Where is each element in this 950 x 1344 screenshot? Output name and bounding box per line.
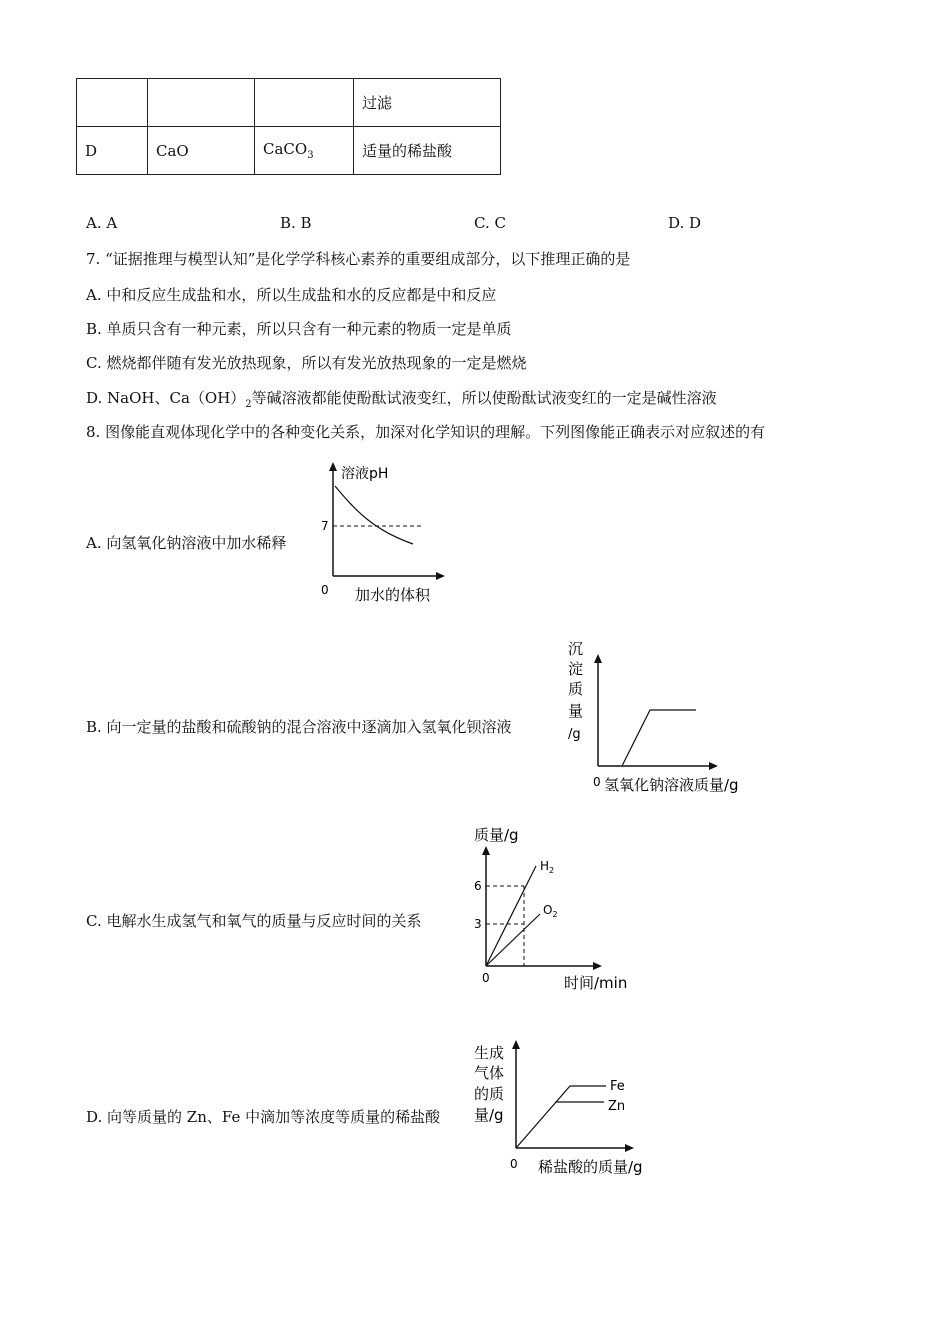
fe-label: Fe	[610, 1079, 625, 1094]
table-cell	[148, 79, 255, 127]
table-cell	[255, 127, 354, 175]
question-7-option-a: A. 中和反应生成盐和水，所以生成盐和水的反应都是中和反应	[86, 286, 497, 304]
y-axis-arrow	[329, 462, 337, 471]
reagent-table	[76, 78, 501, 175]
question-7-stem: 7. “证据推理与模型认知”是化学学科核心素养的重要组成部分，以下推理正确的是	[86, 250, 631, 268]
question-8-option-c: C. 电解水生成氢气和氧气的质量与反应时间的关系	[86, 912, 422, 930]
y-axis-label-2: 气体	[474, 1064, 505, 1082]
question-8-option-a: A. 向氢氧化钠溶液中加水稀释	[86, 534, 287, 552]
question-7-option-b: B. 单质只含有一种元素，所以只含有一种元素的物质一定是单质	[86, 320, 512, 338]
origin-label: 0	[321, 583, 329, 597]
y-axis-label-3: 质	[568, 680, 584, 698]
x-axis-label: 稀盐酸的质量/g	[538, 1158, 643, 1176]
o2-label: $O_2$	[543, 903, 558, 919]
fe-line	[516, 1086, 606, 1148]
ph-curve	[335, 486, 413, 544]
origin-label: 0	[482, 971, 490, 985]
graph-c	[466, 822, 646, 994]
x-axis-arrow	[436, 572, 445, 580]
table-cell: 过滤	[354, 79, 501, 127]
origin-label: 0	[593, 775, 601, 789]
question-8-stem: 8. 图像能直观体现化学中的各种变化关系，加深对化学知识的理解。下列图像能正确表示对应叙述的有	[86, 423, 766, 441]
tick-6: 6	[474, 879, 482, 893]
option-text: 等碱溶液都能使酚酞试液变红，所以使酚酞试液变红的一定是碱性溶液	[251, 389, 717, 407]
table-cell	[255, 79, 354, 127]
y-axis-label: 质量/g	[474, 826, 519, 844]
y-axis-arrow	[482, 846, 490, 855]
table-row	[77, 127, 501, 175]
y-axis-label: 溶液pH	[341, 466, 389, 482]
y-axis-arrow	[512, 1040, 520, 1049]
x-axis-label: 氢氧化钠溶液质量/g	[604, 776, 739, 794]
y-axis-label-2: 淀	[568, 660, 584, 678]
table-cell: CaO	[148, 127, 255, 175]
table-row	[77, 79, 501, 127]
table-cell	[77, 79, 148, 127]
question-7-option-c: C. 燃烧都伴随有发光放热现象，所以有发光放热现象的一定是燃烧	[86, 354, 527, 372]
y-axis-label-3: 的质	[474, 1085, 505, 1103]
y-axis-label-5: /g	[568, 727, 581, 742]
subscript: 3	[307, 150, 314, 161]
precipitate-line	[622, 710, 696, 766]
question-8-option-d: D. 向等质量的 Zn、Fe 中滴加等浓度等质量的稀盐酸	[86, 1108, 441, 1126]
o2-line	[486, 914, 540, 966]
table-cell-text: CaCO	[263, 140, 308, 158]
y-axis-label-4: 量/g	[474, 1106, 504, 1124]
question-8-option-b: B. 向一定量的盐酸和硫酸钠的混合溶液中逐滴加入氢氧化钡溶液	[86, 718, 512, 736]
y-axis-arrow	[594, 654, 602, 663]
zn-label: Zn	[608, 1099, 626, 1114]
x-axis-arrow	[625, 1144, 634, 1152]
h2-label: $H_2$	[540, 859, 555, 875]
option-c: C. C	[474, 214, 506, 232]
tick-7: 7	[321, 519, 329, 533]
tick-3: 3	[474, 917, 482, 931]
x-axis-label: 加水的体积	[355, 586, 431, 604]
subscript: 2	[245, 399, 252, 410]
table-cell: D	[77, 127, 148, 175]
origin-label: 0	[510, 1157, 518, 1171]
graph-d	[470, 1032, 670, 1182]
y-axis-label-1: 沉	[568, 640, 584, 658]
y-axis-label-1: 生成	[474, 1044, 505, 1062]
question-7-option-d	[86, 387, 717, 410]
option-d: D. D	[668, 214, 702, 232]
option-text: D. NaOH、Ca（OH）	[86, 389, 246, 407]
x-axis-arrow	[593, 962, 602, 970]
graph-b	[560, 636, 780, 802]
x-axis-arrow	[709, 762, 718, 770]
table-cell: 适量的稀盐酸	[354, 127, 501, 175]
graph-a	[315, 458, 455, 608]
x-axis-label: 时间/min	[564, 974, 628, 992]
option-b: B. B	[280, 214, 312, 232]
y-axis-label-4: 量	[568, 702, 584, 720]
option-a: A. A	[86, 214, 118, 232]
h2-line	[486, 866, 536, 966]
